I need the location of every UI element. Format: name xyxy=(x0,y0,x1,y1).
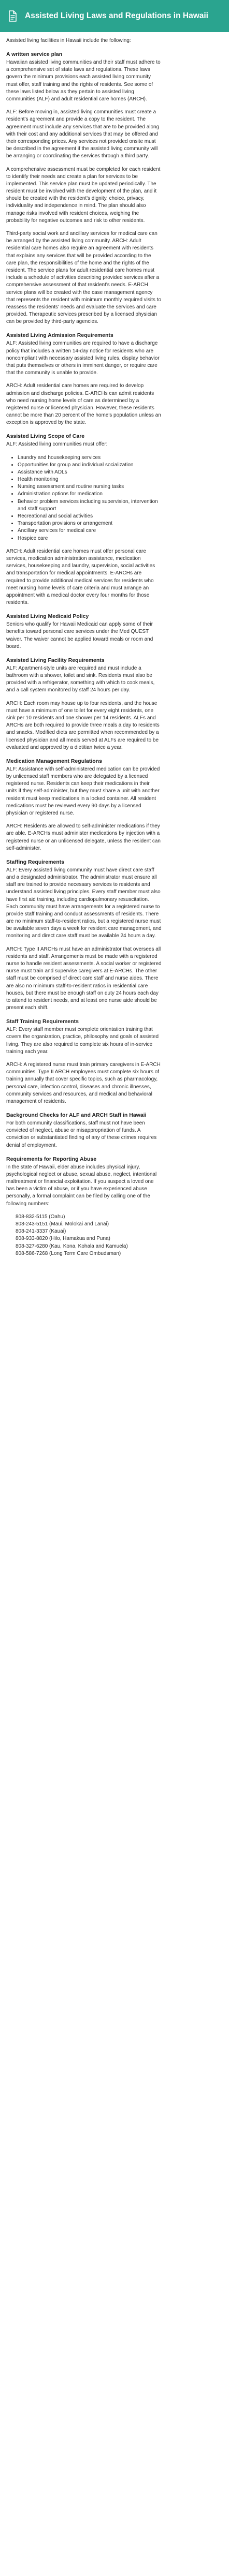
section-heading: Assisted Living Medicaid Policy xyxy=(6,613,89,620)
paragraph: ALF: Assisted living communities are required to have a discharge policy that includes a written 14-day notice for residents who are noncompliant with necessary assisted living rules, display behavior that puts themselves or others in imminent danger, or require care that the community is unable to provide. xyxy=(6,340,160,376)
hotline-number: 808-327-6280 (Kau, Kona, Kohala and Kamuela) xyxy=(16,1243,128,1249)
paragraph: ARCH: Adult residential care homes must offer personal care services, medication administration assistance, medication services, housekeeping and laundry, supervision, social activities and transportation for medical appointments. E-ARCHs are required to provide additional medical services for residents who meet nursing home levels of care criteria and must arrange an appointment with a medical doctor every four months for those residents. xyxy=(6,548,155,606)
list-item: • Hospice care xyxy=(18,535,162,542)
section xyxy=(6,758,162,852)
section-heading: Assisted Living Facility Requirements xyxy=(6,657,105,663)
section xyxy=(6,1112,162,1149)
paragraph: ARCH: A registered nurse must train primary caregivers in E-ARCH communities. Type II ARCH employees must complete six hours of training annually that cover specific topics, such as pharmacology, personal care, infection control, diseases and chronic illnesses, community services and resources, and medical and behavioral management of residents. xyxy=(6,1062,161,1104)
paragraph: Seniors who qualify for Hawaii Medicaid can apply some of their benefits toward personal care services under the Med QUEST waiver. The waiver cannot be applied toward meals or room and board. xyxy=(6,621,153,649)
paragraph: ARCH: Residents are allowed to self-administer medications if they are able. E-ARCHs must administer medications by injection with a registered nurse or an unlicensed delegate, unless the resident can self-administer. xyxy=(6,823,161,851)
section xyxy=(6,1156,162,1257)
document-icon xyxy=(6,10,19,22)
section-heading: A written service plan xyxy=(6,51,63,58)
section xyxy=(6,858,162,1012)
hotline-number: 808-241-3337 (Kauai) xyxy=(16,1228,66,1235)
intro-text: Assisted living facilities in Hawaii include the following: xyxy=(6,38,131,43)
paragraph: ARCH: Each room may house up to four residents, and the house must have a minimum of one toilet for every eight residents, one sink per 10 residents and one shower per 14 residents. ALFs and ARCHs are both required to provide three meals a day to residents and snacks. Modified diets are permitted when recommended by a licensed physician and all meals served at ALFs are required to be evaluated and approved by a dietitian twice a year. xyxy=(6,700,160,750)
section xyxy=(6,613,162,650)
list-item: • Laundry and housekeeping services xyxy=(18,454,162,462)
services-list xyxy=(6,454,162,542)
hotline-number: 808-243-5151 (Maui, Molokai and Lanai) xyxy=(16,1221,109,1227)
list-item: • Opportunities for group and individual socialization xyxy=(18,462,162,469)
page-title: Assisted Living Laws and Regulations in Hawaii xyxy=(25,11,208,20)
paragraph: For both community classifications, staff must not have been convicted of neglect, abuse or misappropriation of funds. A conviction or substantiated finding of any of these crimes requires denial of employment. xyxy=(6,1120,157,1148)
section-heading: Staff Training Requirements xyxy=(6,1018,79,1025)
list-item: • Behavior problem services including supervision, intervention and staff support xyxy=(18,498,162,513)
hotline-number: 808-586-7268 (Long Term Care Ombudsman) xyxy=(16,1250,121,1256)
hotline-number: 808-832-5115 (Oahu) xyxy=(16,1213,65,1220)
article-body xyxy=(0,32,168,1273)
list-item: • Assistance with ADLs xyxy=(18,469,162,476)
list-item: • Nursing assessment and routine nursing tasks xyxy=(18,483,162,491)
section-heading: Assisted Living Admission Requirements xyxy=(6,332,113,339)
paragraph: Hawaiian assisted living communities and their staff must adhere to a comprehensive set of state laws and regulations. These laws govern the minimum provisions each assisted living community must offer, staff training and the rights of residents. See some of these laws listed below as they pertain to assisted living communities (ALF) and adult residential care homes (ARCH). xyxy=(6,60,161,102)
hotline-number: 808-933-8820 (Hilo, Hamakua and Puna) xyxy=(16,1236,110,1242)
paragraph: Third-party social work and ancillary services for medical care can be arranged by the assisted living community. ARCH: Adult residential care homes also require an agreement with residents that explains any services that will be provided according to the care plan, the responsibilities of the home and the rights of the resident. The service plans for adult residential care homes must include a schedule of activities describing provided services after a comprehensive assessment of that resident's needs. E-ARCH service plans will be created with the case management agency that represents the resident with minimum monthly required visits to reassess the residents' needs and evaluate the services and care provided. Therapeutic services prescribed by a licensed physician can be provided by third-party agencies. xyxy=(6,231,162,325)
paragraph: ALF: Assisted living communities must offer: xyxy=(6,441,108,448)
page-header xyxy=(0,0,229,32)
section xyxy=(6,332,162,426)
paragraph: ALF: Every staff member must complete orientation training that covers the organization, practice, philosophy and goals of assisted living. They are also required to complete six hours of in-service training each year. xyxy=(6,1027,159,1055)
list-item: • Transportation provisions or arrangement xyxy=(18,520,162,527)
sections-container xyxy=(6,51,162,1257)
list-item: • Health monitoring xyxy=(18,476,162,483)
paragraph: ALF: Every assisted living community must have direct care staff and a designated administrator. The administrator must ensure all staff are trained to provide necessary services to residents and understand assisted living principles. Every staff member must also have first aid training, including cardiopulmonary resuscitation. Each community must have arrangements for a registered nurse to provide staff training and conduct assessments of residents. There are no minimum staff-to-resident ratios, but a registered nurse must be available seven days a week for resident care management, and monitoring and direct care staff must be available 24 hours a day. xyxy=(6,867,162,939)
paragraph: ALF: Apartment-style units are required and must include a bathroom with a shower, toilet and sink. Residents must also be provided with a refrigerator, something with which to cook meals, and a call system monitored by staff 24 hours per day. xyxy=(6,665,155,693)
paragraph: ALF: Before moving in, assisted living communities must create a resident's agreement and provide a copy to the resident. The agreement must include any services that are to be provided along with their cost and any additional services that may be offered and their corresponding prices. Any services not provided onsite must be described in the agreement if the assisted living community will be arranging or coordinating the services through a third party. xyxy=(6,109,160,159)
hotline-list xyxy=(6,1213,162,1257)
paragraph: In the state of Hawaii, elder abuse includes physical injury, psychological neglect or abuse, sexual abuse, neglect, intentional maltreatment or financial exploitation. If you suspect a loved one has been a victim of abuse, or if you have experienced abuse personally, a formal complaint can be filed by calling one of the following numbers: xyxy=(6,1164,157,1207)
section xyxy=(6,433,162,606)
paragraph: ALF: Assistance with self-administered medication can be provided by unlicensed staff members who are delegated by a licensed registered nurse. Residents can keep their medications in their units if they self-administer, but they must share a unit with another resident must keep medications in a locked container. All resident medications must be reviewed every 90 days by a licensed physician or registered nurse. xyxy=(6,766,160,816)
section-heading: Staffing Requirements xyxy=(6,858,65,865)
list-item: • Administration options for medication xyxy=(18,491,162,498)
list-item: • Ancillary services for medical care xyxy=(18,527,162,535)
section xyxy=(6,657,162,751)
section-heading: Assisted Living Scope of Care xyxy=(6,433,85,440)
section xyxy=(6,1018,162,1105)
list-item: • Recreational and social activities xyxy=(18,513,162,520)
section xyxy=(6,51,162,325)
paragraph: ARCH: Adult residential care homes are required to develop admission and discharge policies. E-ARCHs can admit residents who need nursing home levels of care as determined by a registered nurse or licensed physician. However, these residents cannot be more than 20 percent of the home's population unless an exception is approved by the state. xyxy=(6,383,161,426)
paragraph: ARCH: Type II ARCHs must have an administrator that oversees all residents and staff. Arrangements must be made with a registered nurse to handle resident assessments. A social worker or registered nurse must train and supervise caregivers at E-ARCHs. The other staff must be comprised of direct care staff and nurse aides. There are also no minimum staff-to-resident ratios in residential care houses, but there must be enough staff on duty 24 hours each day to attend to resident needs, and at least one nurse aide should be present each shift. xyxy=(6,946,162,1011)
section-heading: Background Checks for ALF and ARCH Staff in Hawaii xyxy=(6,1112,147,1119)
section-heading: Requirements for Reporting Abuse xyxy=(6,1156,97,1162)
paragraph: A comprehensive assessment must be completed for each resident to identify their needs and create a plan for services to be implemented. This service plan must be updated periodically. The resident must be involved with the development of the plan, and it should be created with the resident's dignity, choice, privacy, individuality and independence in mind. The plan should also manage risks involved with resident choices, weighing the probability for negative outcomes and risk to other residents. xyxy=(6,166,161,224)
section-heading: Medication Management Regulations xyxy=(6,758,102,764)
